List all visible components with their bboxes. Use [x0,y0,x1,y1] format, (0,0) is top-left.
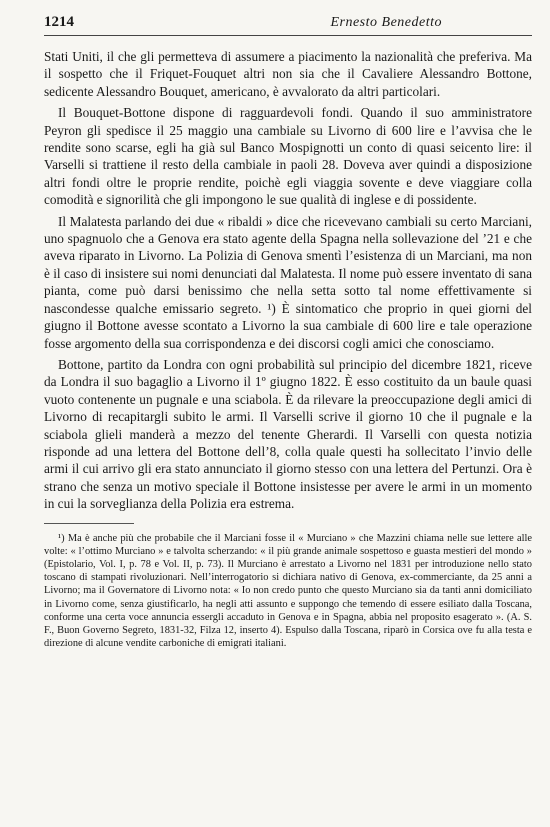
paragraph: Il Bouquet-Bottone dispone di ragguardevoli fondi. Quando il suo amministratore Peyron gli spedisce il 25 maggio una cambiale su Livorno di 600 lire e l’avvisa che le rendite sono scarse, egli ha già sul Banco Mospignotti un conto di quasi seicento lire: il Varselli si trattiene il resto della cambiale in paoli 28. Doveva aver quindi a disposizione altri fondi oltre le proprie rendite, poichè egli viaggia sovente e deve viaggiare colla comodità e signorilità che gli impongono le sue qualità di inglese e di possidente. [44,105,532,208]
footnote: ¹) Ma è anche più che probabile che il Marciani fosse il « Murciano » che Mazzini chiama nelle sue lettere alle volte: « l’ottimo Murciano » e talvolta scherzando: « il più grande animale sospettoso e guasta mestieri del mondo » (Epistolario, Vol. I, p. 78 e Vol. II, p. 73). Il Murciano è arrestato a Livorno nel 1831 per introduzione nello stato toscano di stampati rivoluzionari. Nell’interrogatorio si dichiara nativo di Genova, ex-commerciante, da 25 anni a Livorno; ma il Governatore di Livorno nota: « Io non credo punto che questo Murciano sia da tanti anni domiciliato in Livorno come, senza giustificarlo, ha negli atti assunto e suppongo che temendo di essere esiliato dalla Toscana, conforme una certa voce annuncia essergli accaduto in Genova e in Spagna, abbia nel proposito esagerato ». (A. S. F., Buon Governo Segreto, 1831-32, Filza 12, inserto 4). Espulso dalla Toscana, riparò in Corsica ove fu alla testa e direzione di alcune vendite carboniche di emigrati italiani. [44,532,532,650]
footnotes [44,532,532,651]
paragraph: Stati Uniti, il che gli permetteva di assumere a piacimento la nazionalità che preferiva. Ma il sospetto che il Friquet-Fouquet altri non sia che il Cavaliere Alessandro Bottone, sedicente Alessandro Bouquet, americano, è avvalorato da altri particolari. [44,49,532,99]
running-title: Ernesto Benedetto [330,15,442,30]
footnote-rule [44,523,134,524]
header-rule [44,35,532,36]
paragraph: Bottone, partito da Londra con ogni probabilità sul principio del dicembre 1821, riceve da Londra il suo bagaglio a Livorno il 1º giugno 1822. È esso costituito da un baule quasi vuoto contenente un pugnale e una sciabola. È da rilevare la preoccupazione degli amici di Livorno di recapitargli subito le armi. Il Varselli scrive il giorno 10 che il pugnale e la sciabola glieli manderà a mezzo del tenente Gherardi. Il Varselli con questa notizia risponde ad una lettera del Bottone dell’8, colla quale questi ha sollecitato l’invio delle armi il cui arrivo gli era stato annunciato il giorno stesso con una lettera del Pertunzi. Ora è strano che senza un motivo speciale il Bottone insistesse per avere le armi in un momento in cui la sorveglianza della Polizia era estrema. [44,356,532,512]
page-header [44,14,532,31]
paragraph: Il Malatesta parlando dei due « ribaldi » dice che ricevevano cambiali su certo Marciani, uno spagnuolo che a Genova era stato agente della Spagna nella sollevazione del ’21 e che aveva riparato in Livorno. La Polizia di Genova smentì l’esistenza di un Marciani, ma non è il caso di insistere sui nomi denunciati dal Malatesta. Il nome può essere inventato di sana pianta, come può darsi benissimo che nella setta sotto tal nome effettivamente si nascondesse qualche emissario segreto. ¹) È sintomatico che proprio in quei giorni del giugno il Bottone avesse scontato a Livorno la sua cambiale di 600 lire e tale operazione fosse argomento della sua corrispondenza e dei discorsi cogli amici che conosciamo. [44,213,532,351]
body-text [44,48,532,513]
page-number: 1214 [44,14,74,30]
